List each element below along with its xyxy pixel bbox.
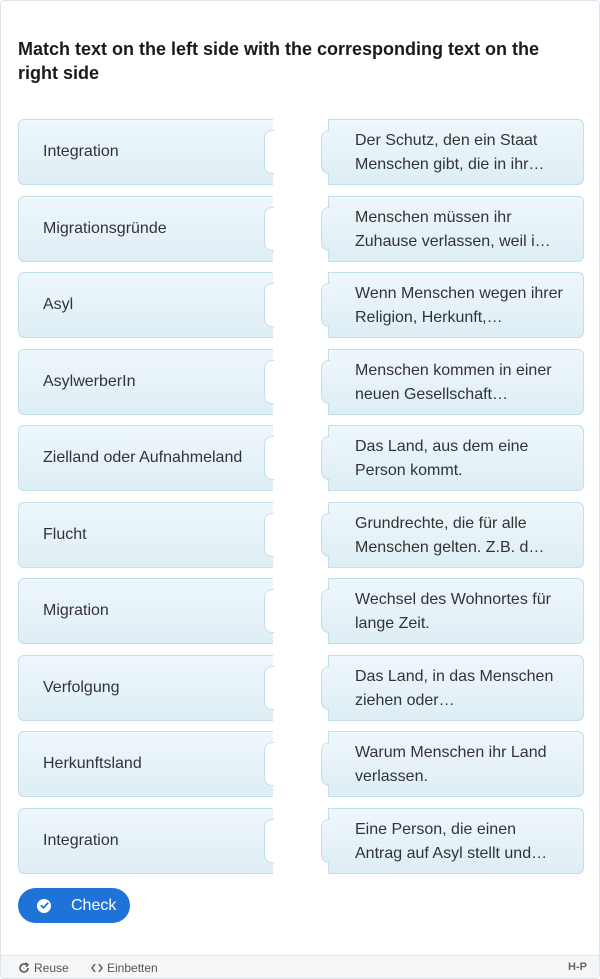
left-item-label: Migrationsgründe — [43, 220, 167, 237]
drag-connector — [321, 207, 330, 251]
drop-slot[interactable] — [264, 513, 274, 557]
draggable-answer[interactable] — [328, 196, 584, 262]
left-item-label: AsylwerberIn — [43, 373, 136, 390]
embed-button[interactable] — [91, 956, 158, 979]
drag-connector — [321, 436, 330, 480]
left-item-label: Flucht — [43, 526, 87, 543]
answer-label: Menschen müssen ihr Zuhause verlassen, weil i… — [355, 209, 551, 250]
answer-label: Warum Menschen ihr Land verlassen. — [355, 744, 547, 785]
left-item[interactable] — [18, 349, 273, 415]
task-title: Match text on the left side with the corresponding text on the right side — [18, 39, 540, 83]
footer-bar — [1, 955, 599, 978]
left-item-label: Zielland oder Aufnahmeland — [43, 449, 243, 466]
draggable-answer[interactable] — [328, 502, 584, 568]
answer-label: Wechsel des Wohnortes für lange Zeit. — [355, 591, 551, 632]
check-button-label: Check — [71, 897, 117, 914]
reuse-label: Reuse — [34, 960, 69, 975]
embed-label: Einbetten — [107, 960, 158, 975]
drop-slot[interactable] — [264, 819, 274, 863]
left-item[interactable] — [18, 808, 273, 874]
drop-slot[interactable] — [264, 360, 274, 404]
drop-slot[interactable] — [264, 589, 274, 633]
left-item[interactable] — [18, 502, 273, 568]
answer-label: Der Schutz, den ein Staat Menschen gibt, die in ihr… — [355, 132, 545, 173]
check-button[interactable] — [18, 888, 130, 923]
answer-label: Wenn Menschen wegen ihrer Religion, Herkunft,… — [355, 285, 563, 326]
left-item-label: Asyl — [43, 296, 74, 313]
drag-connector — [321, 360, 330, 404]
left-item-label: Verfolgung — [43, 679, 120, 696]
drop-slot[interactable] — [264, 666, 274, 710]
left-item[interactable] — [18, 196, 273, 262]
draggable-answer[interactable] — [328, 578, 584, 644]
h5p-logo: H-P — [568, 961, 587, 973]
drop-slot[interactable] — [264, 283, 274, 327]
left-item-label: Herkunftsland — [43, 755, 142, 772]
answer-label: Das Land, in das Menschen ziehen oder… — [355, 668, 554, 709]
left-item[interactable] — [18, 272, 273, 338]
drag-connector — [321, 589, 330, 633]
drop-slot[interactable] — [264, 130, 274, 174]
drop-slot[interactable] — [264, 742, 274, 786]
drag-connector — [321, 742, 330, 786]
left-item[interactable] — [18, 655, 273, 721]
left-item-label: Migration — [43, 602, 109, 619]
draggable-answer[interactable] — [328, 349, 584, 415]
drag-connector — [321, 819, 330, 863]
reuse-button[interactable] — [18, 956, 69, 979]
draggable-answer[interactable] — [328, 272, 584, 338]
draggable-answer[interactable] — [328, 655, 584, 721]
answer-label: Eine Person, die einen Antrag auf Asyl stellt und… — [355, 821, 548, 862]
draggable-answer[interactable] — [328, 119, 584, 185]
answer-label: Menschen kommen in einer neuen Gesellschaft… — [355, 362, 552, 403]
embed-code-icon — [91, 963, 103, 973]
answer-label: Das Land, aus dem eine Person kommt. — [355, 438, 529, 479]
left-item[interactable] — [18, 119, 273, 185]
drop-slot[interactable] — [264, 436, 274, 480]
draggable-answer[interactable] — [328, 425, 584, 491]
answer-label: Grundrechte, die für alle Menschen gelten. Z.B. d… — [355, 515, 545, 556]
check-circle-icon — [37, 899, 51, 913]
drag-connector — [321, 283, 330, 327]
drag-connector — [321, 130, 330, 174]
drag-connector — [321, 666, 330, 710]
left-item[interactable] — [18, 731, 273, 797]
reuse-icon — [18, 962, 30, 974]
drop-slot[interactable] — [264, 207, 274, 251]
left-item[interactable] — [18, 425, 273, 491]
draggable-answer[interactable] — [328, 808, 584, 874]
left-item-label: Integration — [43, 143, 119, 160]
draggable-answer[interactable] — [328, 731, 584, 797]
left-item[interactable] — [18, 578, 273, 644]
drag-connector — [321, 513, 330, 557]
left-item-label: Integration — [43, 832, 119, 849]
